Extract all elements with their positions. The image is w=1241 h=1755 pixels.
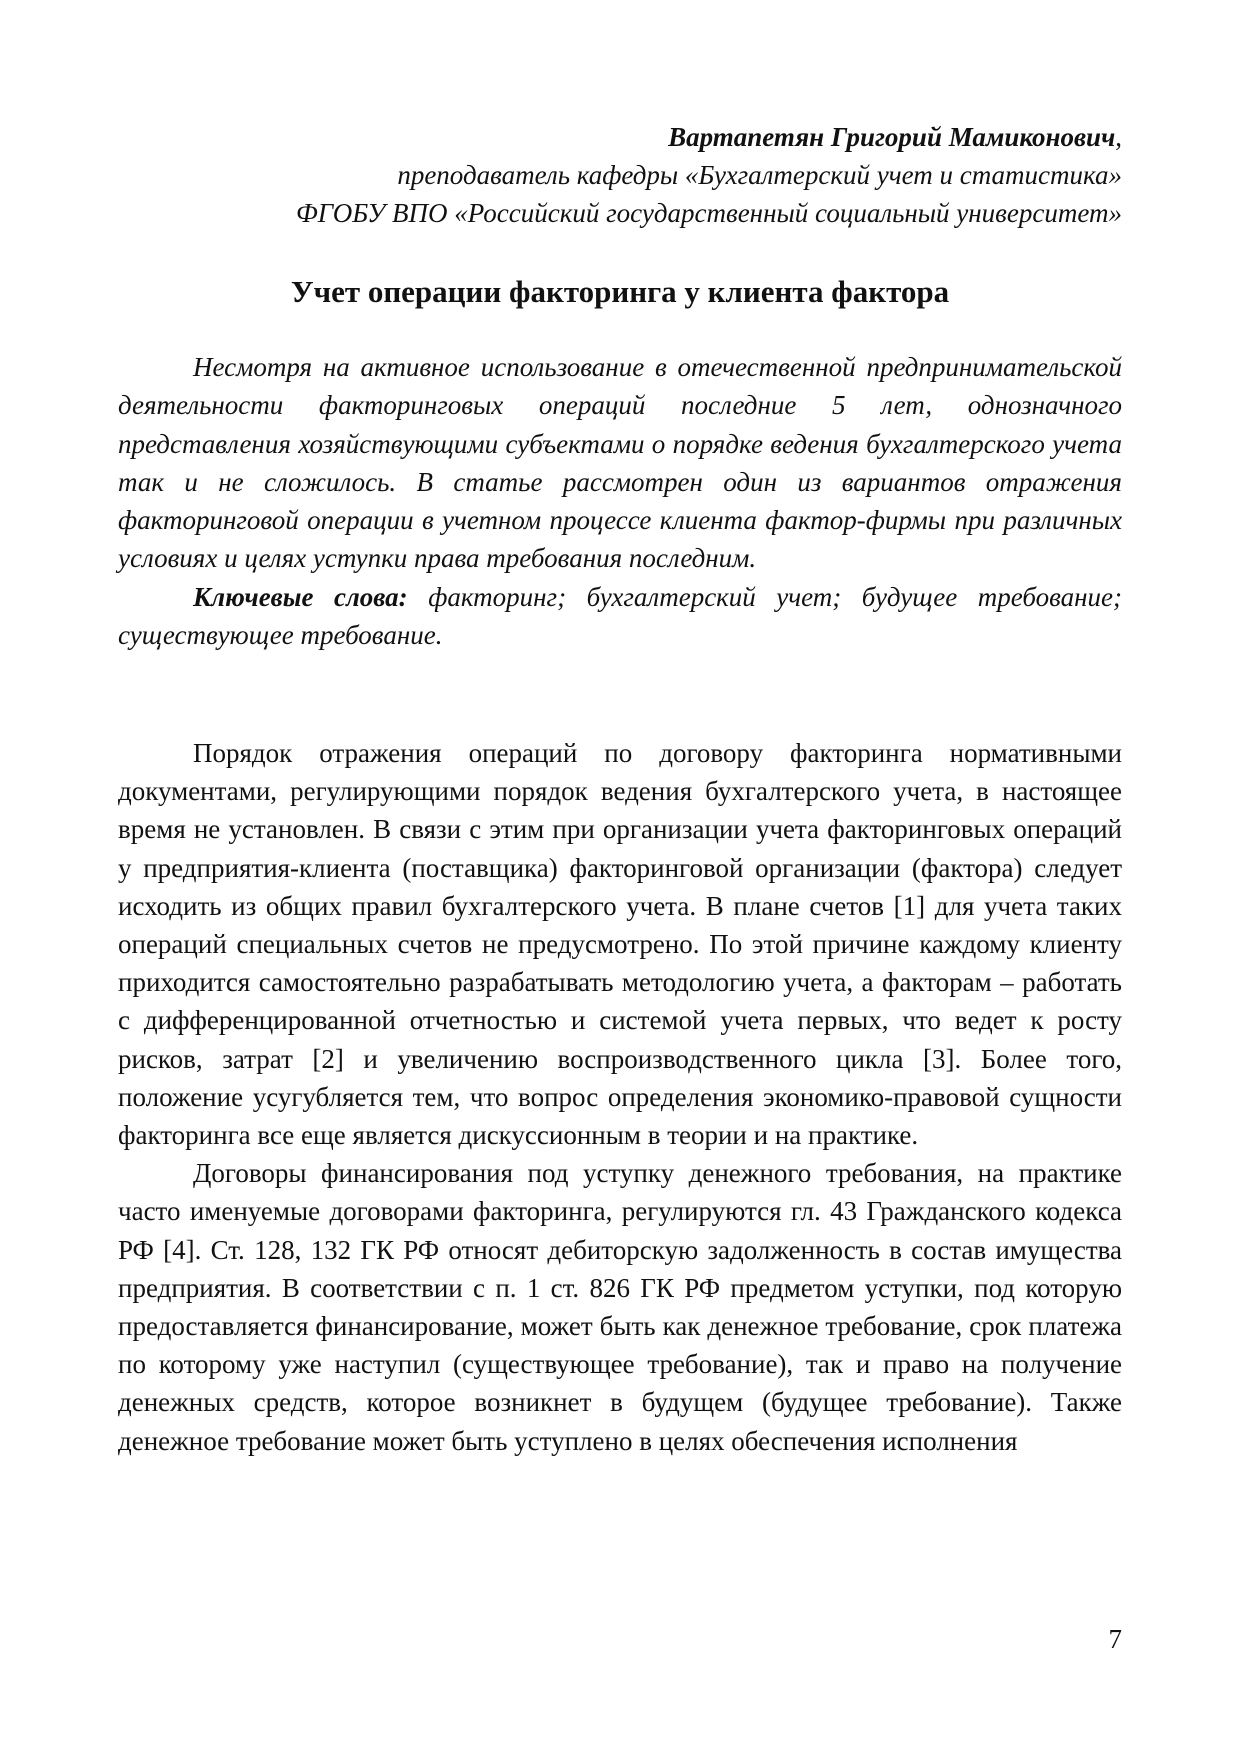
keywords-text: факторинг; бухгалтерский учет; будущее требование; существующее требование. <box>118 581 1122 651</box>
author-name-line <box>118 118 1122 156</box>
page-number: 7 <box>1108 1624 1122 1654</box>
author-block <box>118 118 1122 232</box>
author-name-suffix: , <box>1115 122 1122 152</box>
author-name: Вартапетян Григорий Мамиконович <box>668 122 1116 152</box>
keywords-label: Ключевые слова: <box>193 581 408 612</box>
body-paragraph: Порядок отражения операций по договору факторинга нормативными документами, регулирующими порядок ведения бухгалтерского учета, в настоящее время не установлен. В связи с этим при организации учета факторинговых операций у предприятия-клиента (поставщика) факторинговой организации (фактора) следует исходить из общих правил бухгалтерского учета. В плане счетов [1] для учета таких операций специальных счетов не предусмотрено. По этой причине каждому клиенту приходится самостоятельно разрабатывать методологию учета, а факторам – работать с дифференцированной отчетностью и системой учета первых, что ведет к росту рисков, затрат [2] и увеличению воспроизводственного цикла [3]. Более того, положение усугубляется тем, что вопрос определения экономико-правовой сущности факторинга все еще является дискуссионным в теории и на практике. <box>118 738 1122 1151</box>
abstract-text: Несмотря на активное использование в отечественной предпринимательской деятельности факторинговых операций последние 5 лет, однозначного представления хозяйствующими субъектами о порядке ведения бухгалтерского учета так и не сложилось. В статье рассмотрен один из вариантов отражения факторинговой операции в учетном процессе клиента фактор-фирмы при различных условиях и целях уступки права требования последним. <box>118 352 1122 574</box>
body-text <box>118 734 1122 1460</box>
keywords-line <box>118 578 1122 655</box>
author-affiliation: ФГОБУ ВПО «Российский государственный социальный университет» <box>296 198 1122 228</box>
article-title: Учет операции факторинга у клиента фактора <box>290 274 950 309</box>
body-paragraph: Договоры финансирования под уступку денежного требования, на практике часто именуемые договорами факторинга, регулируются гл. 43 Гражданского кодекса РФ [4]. Ст. 128, 132 ГК РФ относят дебиторскую задолженность в состав имущества предприятия. В соответствии с п. 1 ст. 826 ГК РФ предметом уступки, под которую предоставляется финансирование, может быть как денежное требование, срок платежа по которому уже наступил (существующее требование), так и право на получение денежных средств, которое возникнет в будущем (будущее требование). Также денежное требование может быть уступлено в целях обеспечения исполнения <box>118 1158 1122 1456</box>
author-position: преподаватель кафедры «Бухгалтерский учет и статистика» <box>397 160 1122 190</box>
abstract-block <box>118 348 1122 654</box>
